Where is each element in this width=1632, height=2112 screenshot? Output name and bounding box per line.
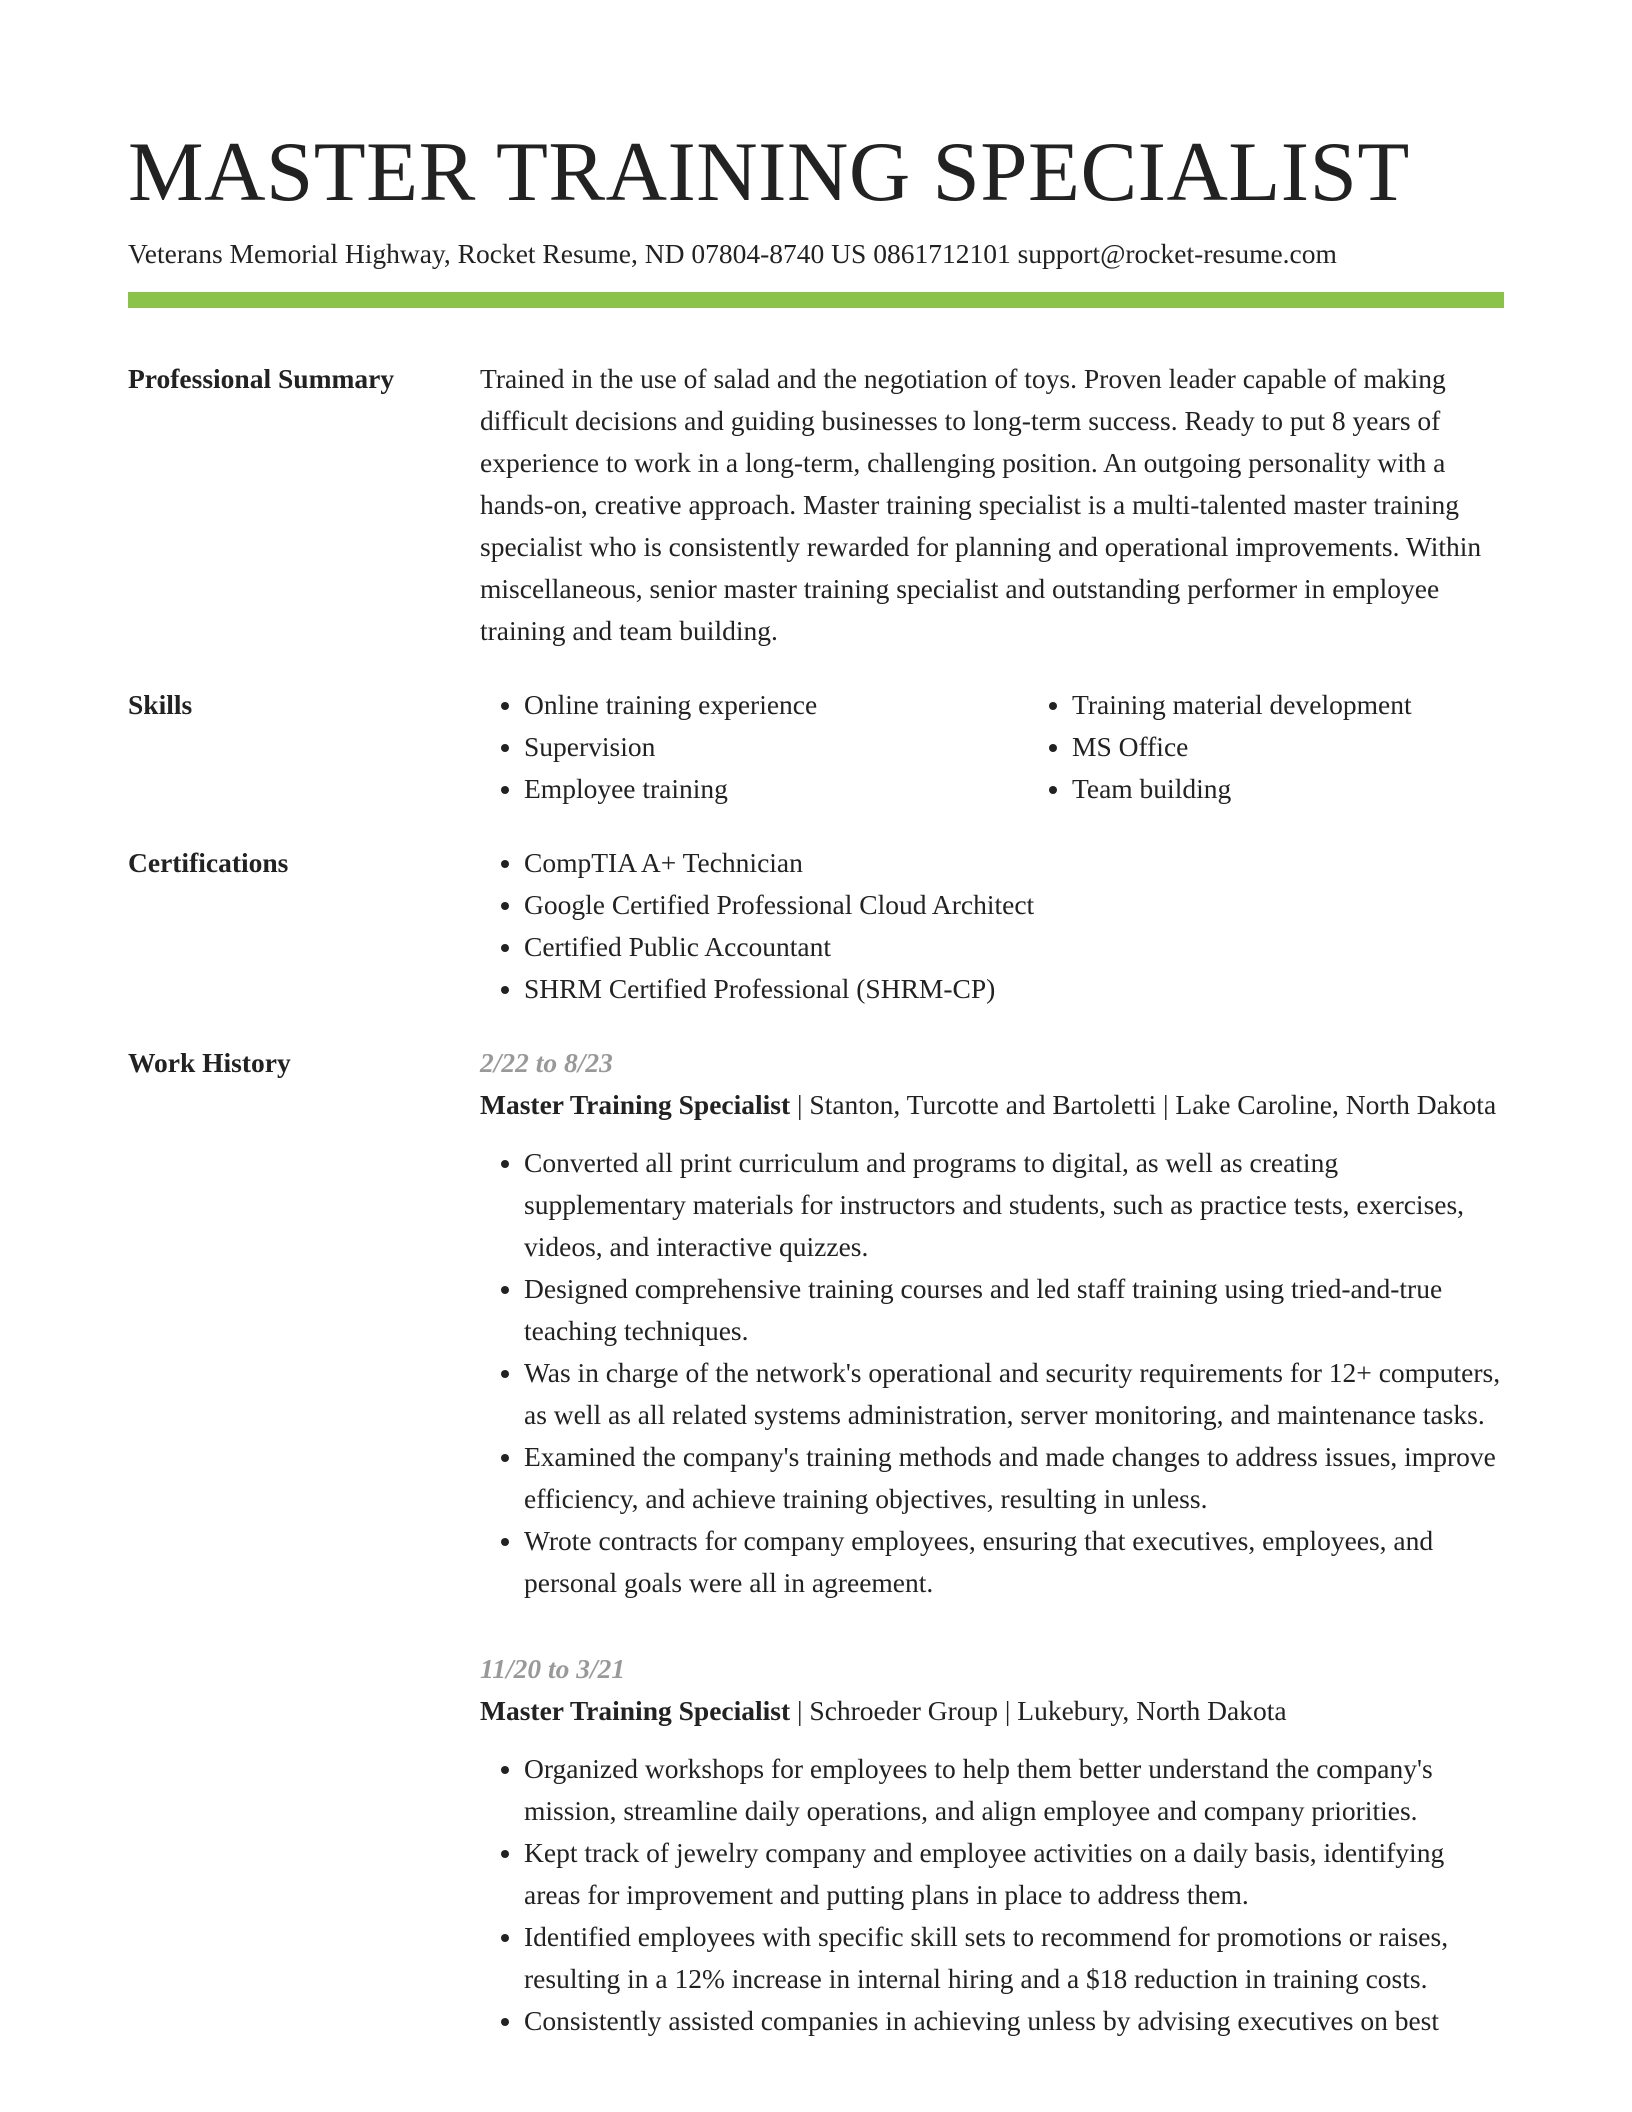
skills-list-right — [1028, 684, 1576, 810]
job-bullet: • Was in charge of the network's operational and security requirements for 12+ computers, as well as all related systems administration, server monitoring, and maintenance tasks. — [524, 1352, 1504, 1436]
skills-heading: Skills — [128, 689, 193, 720]
certification-item: • SHRM Certified Professional (SHRM-CP) — [524, 968, 1504, 1010]
job-bullet: • Kept track of jewelry company and employee activities on a daily basis, identifying areas for improvement and putting plans in place to address them. — [524, 1832, 1504, 1916]
contact-address: Veterans Memorial Highway, Rocket Resume, ND 07804-8740 US — [128, 238, 867, 269]
job-bullets — [480, 1748, 1504, 2042]
job-title: Master Training Specialist — [480, 1089, 791, 1120]
certification-item: • CompTIA A+ Technician — [524, 842, 1504, 884]
job-entry — [480, 1648, 1504, 2042]
job-bullets — [480, 1142, 1504, 1604]
job-bullet: • Converted all print curriculum and programs to digital, as well as creating supplementary materials for instructors and students, such as practice tests, exercises, videos, and interactive quizzes. — [524, 1142, 1504, 1268]
skill-item: • Online training experience — [524, 684, 1028, 726]
certifications-section — [128, 842, 1504, 1010]
job-bullet: • Identified employees with specific skill sets to recommend for promotions or raises, resulting in a 12% increase in internal hiring and a $18 reduction in training costs. — [524, 1916, 1504, 2000]
header-divider — [128, 292, 1504, 308]
job-title-line — [480, 1690, 1504, 1732]
job-entry — [480, 1042, 1504, 1604]
skill-item: • Employee training — [524, 768, 1028, 810]
job-bullet: • Examined the company's training methods and made changes to address issues, improve efficiency, and achieve training objectives, resulting in unless. — [524, 1436, 1504, 1520]
job-dates: 2/22 to 8/23 — [480, 1047, 613, 1078]
summary-section — [128, 358, 1504, 652]
job-bullet: • Wrote contracts for company employees, ensuring that executives, employees, and personal goals were all in agreement. — [524, 1520, 1504, 1604]
skill-item: • Supervision — [524, 726, 1028, 768]
job-bullet: • Organized workshops for employees to help them better understand the company's mission, streamline daily operations, and align employee and company priorities. — [524, 1748, 1504, 1832]
work-history-heading: Work History — [128, 1047, 291, 1078]
contact-phone: 0861712101 — [873, 238, 1011, 269]
job-title-line — [480, 1084, 1504, 1126]
job-title: Master Training Specialist — [480, 1695, 791, 1726]
summary-heading: Professional Summary — [128, 363, 395, 394]
resume-name: MASTER TRAINING SPECIALIST — [128, 125, 1410, 219]
skill-item: • Training material development — [1072, 684, 1576, 726]
job-bullet: • Consistently assisted companies in achieving unless by advising executives on best — [524, 2000, 1504, 2042]
job-bullet: • Designed comprehensive training courses and led staff training using tried-and-true teaching techniques. — [524, 1268, 1504, 1352]
job-details: | Schroeder Group | Lukebury, North Dakota — [790, 1695, 1287, 1726]
resume-page — [128, 0, 1504, 2042]
skill-item: • Team building — [1072, 768, 1576, 810]
job-dates: 11/20 to 3/21 — [480, 1653, 626, 1684]
contact-email: support@rocket-resume.com — [1017, 238, 1337, 269]
skills-section — [128, 684, 1504, 810]
certification-item: • Certified Public Accountant — [524, 926, 1504, 968]
summary-text: Trained in the use of salad and the negotiation of toys. Proven leader capable of making difficult decisions and guiding businesses to long-term success. Ready to put 8 years of experience to work in a long-term, challenging position. An outgoing personality with a hands-on, creative approach. Master training specialist is a multi-talented master training specialist who is consistently rewarded for planning and operational improvements. Within miscellaneous, senior master training specialist and outstanding performer in employee training and team building. — [480, 363, 1482, 646]
work-history-section — [128, 1042, 1504, 2042]
job-details: | Stanton, Turcotte and Bartoletti | Lake Caroline, North Dakota — [790, 1089, 1497, 1120]
skills-list-left — [480, 684, 1028, 810]
certifications-heading: Certifications — [128, 847, 289, 878]
contact-line — [128, 236, 1504, 272]
certifications-list — [480, 842, 1504, 1010]
skill-item: • MS Office — [1072, 726, 1576, 768]
certification-item: • Google Certified Professional Cloud Architect — [524, 884, 1504, 926]
